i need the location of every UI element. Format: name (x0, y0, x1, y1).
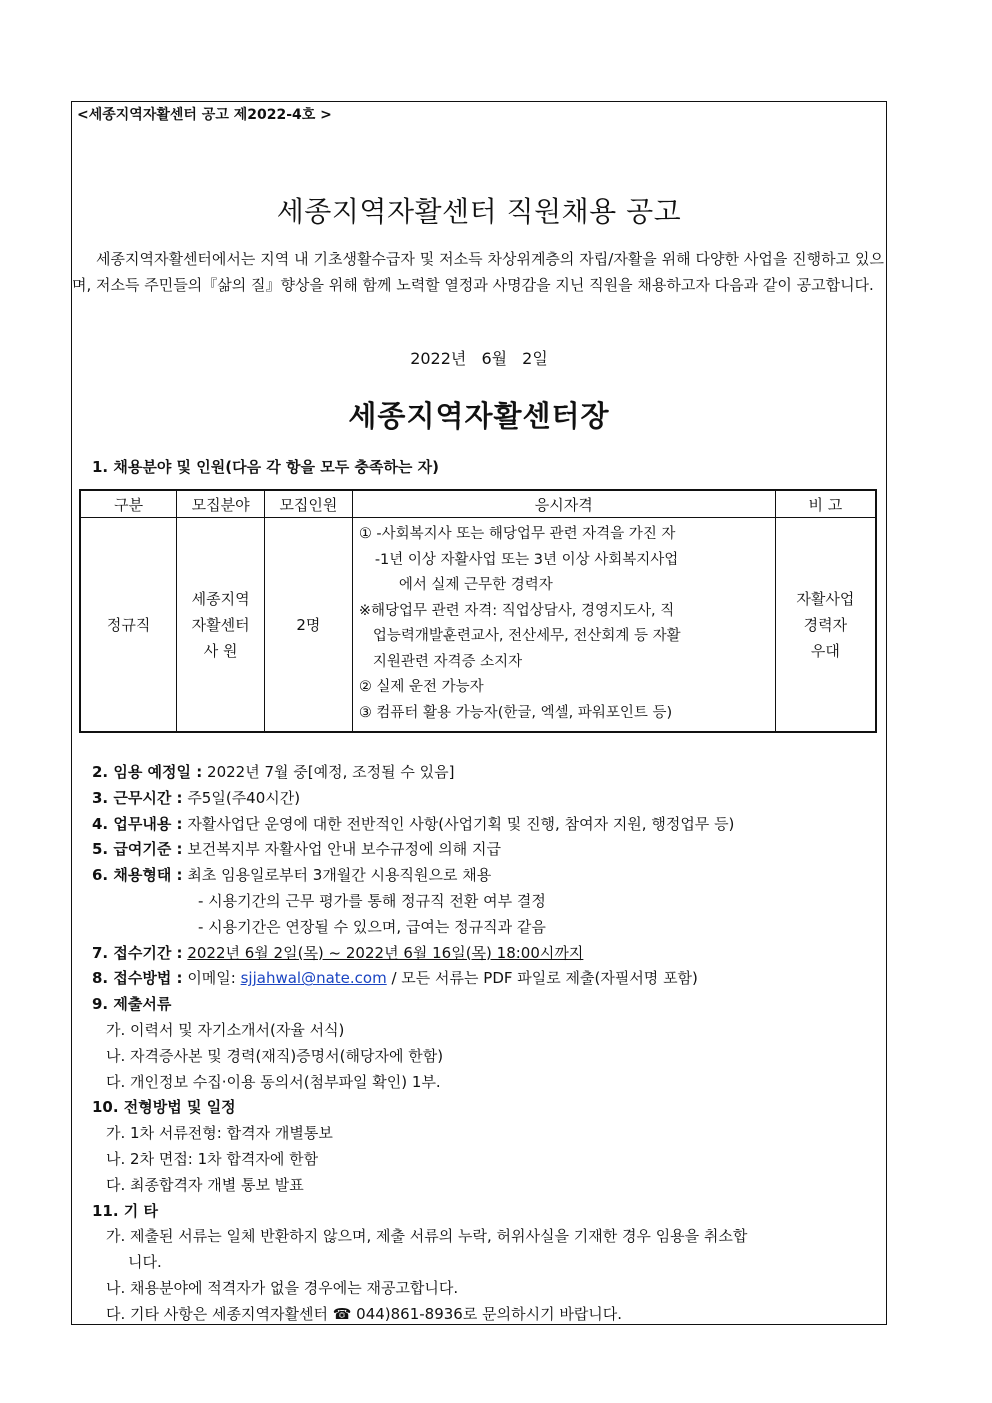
item-label: 11. 기 타 (92, 1201, 158, 1220)
table-row (80, 518, 876, 733)
item-value: 2022년 7월 중[예정, 조정될 수 있음] (202, 763, 455, 781)
qualification-line: 업능력개발훈련교사, 전산세무, 전산회계 등 자활 (372, 628, 681, 644)
item-salary (92, 837, 887, 863)
page-title: 세종지역자활센터 직원채용 공고 (276, 195, 682, 228)
list-item: 가. 이력서 및 자기소개서(자율 서식) (106, 1020, 345, 1039)
item-etc-title (92, 1199, 887, 1225)
item-label: 2. 임용 예정일 : (92, 763, 203, 781)
cell-note (775, 518, 876, 733)
details-list (92, 760, 887, 1328)
item-label: 5. 급여기준 : (92, 840, 183, 859)
item-value: / 모든 서류는 PDF 파일로 제출(자필서명 포함) (386, 969, 698, 988)
item-label: 4. 업무내용 : (92, 814, 183, 833)
cell-note-line: 우대 (810, 641, 840, 660)
cell-count: 2명 (265, 518, 353, 733)
item-duties (92, 812, 887, 838)
qualification-line: ③ 컴퓨터 활용 가능자(한글, 엑셀, 파워포인트 등) (358, 704, 673, 721)
item-label: 8. 접수방법 : (92, 969, 183, 988)
cell-type: 정규직 (80, 518, 177, 733)
header-note: 비 고 (775, 490, 876, 518)
email-link[interactable]: sjjahwal@nate.com (240, 969, 387, 988)
list-item: 다. 개인정보 수집·이용 동의서(첨부파일 확인) 1부. (106, 1072, 441, 1091)
qualification-line: 에서 실제 근무한 경력자 (398, 577, 553, 593)
item-label: 9. 제출서류 (92, 995, 172, 1014)
table-header-row (80, 490, 876, 518)
item-label: 3. 근무시간 : (92, 788, 183, 807)
cell-note-line: 경력자 (803, 615, 848, 634)
item-value: 자활사업단 운영에 대한 전반적인 사항(사업기획 및 진행, 참여자 지원, 행정업무 등) (182, 814, 735, 833)
item-value: 보건복지부 자활사업 안내 보수규정에 의해 지급 (182, 840, 501, 859)
qualification-line: 지원관련 자격증 소지자 (372, 653, 523, 670)
cell-field-line: 자활센터 (191, 615, 250, 634)
list-item: 가. 제출된 서류는 일체 반환하지 않으며, 제출 서류의 누락, 허위사실을 기재한 경우 임용을 취소합 (106, 1227, 748, 1246)
header-count: 모집인원 (265, 490, 353, 518)
qualification-line: -1년 이상 자활사업 또는 3년 이상 사회복지사업 (374, 551, 679, 568)
header-field: 모집분야 (177, 490, 265, 518)
item-selection-title (92, 1095, 887, 1121)
item-employment-sub: - 시용기간의 근무 평가를 통해 정규직 전환 여부 결정 (198, 891, 546, 910)
list-item: 가. 1차 서류전형: 합격자 개별통보 (106, 1124, 333, 1143)
item-value: 최초 임용일로부터 3개월간 시용직원으로 채용 (182, 866, 492, 885)
item-work-hours (92, 786, 887, 812)
item-value: 이메일: (182, 969, 241, 988)
cell-field-line: 세종지역 (191, 589, 250, 608)
item-application-method (92, 966, 887, 992)
header-qualifications: 응시자격 (352, 490, 775, 518)
list-item: 나. 자격증사본 및 경력(재직)증명서(해당자에 한함) (106, 1046, 444, 1065)
list-item: 나. 2차 면접: 1차 합격자에 한함 (106, 1149, 319, 1168)
item-start-date (92, 760, 887, 786)
item-label: 7. 접수기간 : (92, 943, 183, 962)
item-application-period (92, 941, 887, 967)
item-value: 2022년 6월 2일(목) ~ 2022년 6월 16일(목) 18:00시까지 (187, 943, 584, 962)
list-item: 나. 채용분야에 적격자가 없을 경우에는 재공고합니다. (106, 1278, 459, 1297)
item-label: 6. 채용형태 : (92, 866, 183, 885)
qualification-line: ② 실제 운전 가능자 (358, 679, 484, 695)
organization-name: 세종지역자활센터장 (348, 399, 610, 433)
item-employment-sub: - 시용기간은 연장될 수 있으며, 급여는 정규직과 같음 (198, 917, 546, 936)
cell-qualifications (352, 518, 775, 733)
list-item: 다. 기타 사항은 세종지역자활센터 ☎ 044)861-8936로 문의하시기 바랍니다. (106, 1304, 623, 1323)
qualification-line: ※해당업무 관련 자격: 직업상담사, 경영지도사, 직 (358, 602, 675, 619)
item-documents-title (92, 992, 887, 1018)
announcement-date: 2022년 6월 2일 (410, 349, 548, 368)
section-1-title: 1. 채용분야 및 인원(다음 각 항을 모두 충족하는 자) (92, 458, 439, 476)
list-item-continued: 니다. (128, 1253, 162, 1272)
item-label: 10. 전형방법 및 일정 (92, 1098, 236, 1117)
cell-note-line: 자활사업 (796, 589, 855, 608)
item-value: 주5일(주40시간) (182, 788, 301, 807)
cell-field-line: 사 원 (203, 641, 238, 660)
cell-field (177, 518, 265, 733)
list-item: 다. 최종합격자 개별 통보 발표 (106, 1175, 304, 1194)
notice-number: <세종지역자활센터 공고 제2022-4호 > (77, 107, 332, 123)
qualification-line: ① -사회복지사 또는 해당업무 관련 자격을 가진 자 (358, 526, 676, 542)
header-type: 구분 (80, 490, 177, 518)
intro-paragraph: 세종지역자활센터에서는 지역 내 기초생활수급자 및 저소득 차상위계층의 자립/자활을 위해 다양한 사업을 진행하고 있으며, 저소득 주민들의『삶의 질』향상을 위해 함께 노력할 열정과 사명감을 지닌 직원을 채용하고자 다음과 같이 공고합니다. (72, 250, 884, 294)
recruitment-table (79, 489, 877, 733)
item-employment-type (92, 863, 887, 889)
